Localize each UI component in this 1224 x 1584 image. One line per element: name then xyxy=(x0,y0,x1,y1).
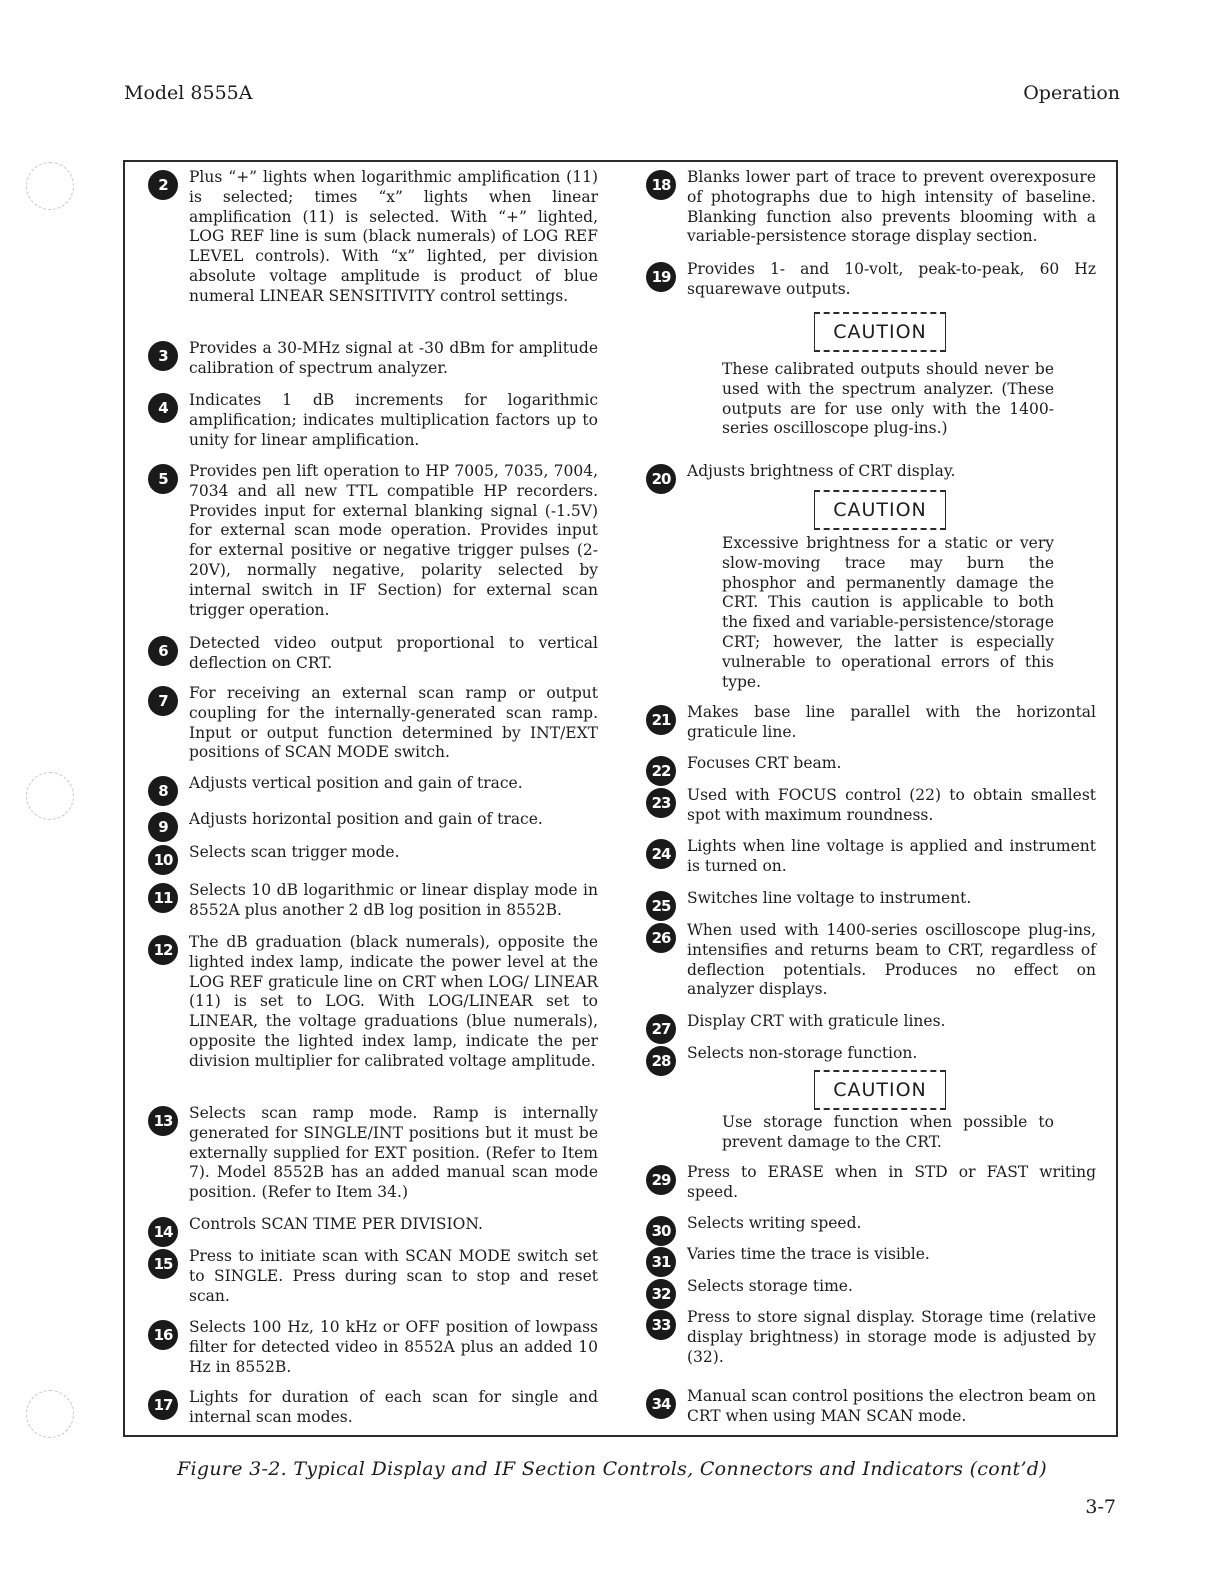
item-text: Provides pen lift operation to HP 7005, 7035, 7004, 7034 and all new TTL compatible HP recorders. Provides input for external blanking signal (-1.5V) for external scan mode operation. Provides input for external positive or negative trigger pulses (2-20V), normally negative, polarity selected by internal switch in IF Section) for external scan trigger operation. xyxy=(189,462,598,619)
caution-text: Use storage function when possible to prevent damage to the CRT. xyxy=(722,1113,1054,1151)
legend-item xyxy=(638,889,1096,915)
legend-item xyxy=(638,1163,1096,1203)
page-number: 3-7 xyxy=(1085,1496,1116,1518)
item-text: When used with 1400-series oscilloscope plug-ins, intensifies and returns beam to CRT, regardless of deflection potentials. Produces no effect on analyzer displays. xyxy=(687,921,1096,999)
item-text: Selects scan trigger mode. xyxy=(189,843,400,861)
punch-hole xyxy=(26,1390,74,1438)
caution-label: CAUTION xyxy=(814,312,946,352)
item-number-badge: 33 xyxy=(646,1310,676,1340)
item-text: Indicates 1 dB increments for logarithmic amplification; indicates multiplication factors up to unity for linear amplification. xyxy=(189,391,598,449)
item-number-badge: 27 xyxy=(646,1014,676,1044)
punch-hole xyxy=(26,162,74,210)
item-text: Provides a 30-MHz signal at -30 dBm for amplitude calibration of spectrum analyzer. xyxy=(189,339,598,377)
caution-text: These calibrated outputs should never be used with the spectrum analyzer. (These outputs are for use only with the 1400-series oscilloscope plug-ins.) xyxy=(722,360,1054,438)
item-text: Blanks lower part of trace to prevent overexposure of photographs due to high intensity of baseline. Blanking function also prevents blooming with a variable-persistence storage display section. xyxy=(687,168,1096,246)
item-text: Plus “+” lights when logarithmic amplification (11) is selected; times “x” lights when linear amplification (11) is selected. With “+” lighted, LOG REF line is sum (black numerals) of LOG REF LEVEL controls). With “x” lighted, per division absolute voltage amplitude is product of blue numeral LINEAR SENSITIVITY control settings. xyxy=(189,168,598,305)
item-number-badge: 6 xyxy=(148,636,178,666)
legend-item xyxy=(140,843,598,869)
item-number-badge: 10 xyxy=(148,845,178,875)
item-text: Selects 100 Hz, 10 kHz or OFF position of lowpass filter for detected video in 8552A plus an added 10 Hz in 8552B. xyxy=(189,1318,598,1376)
legend-item xyxy=(638,837,1096,877)
item-number-badge: 7 xyxy=(148,686,178,716)
legend-item xyxy=(140,1247,598,1306)
legend-item xyxy=(638,786,1096,826)
header-section: Operation xyxy=(1023,82,1120,104)
item-number-badge: 4 xyxy=(148,393,178,423)
item-text: Selects writing speed. xyxy=(687,1214,862,1232)
item-number-badge: 26 xyxy=(646,923,676,953)
legend-item xyxy=(638,1044,1096,1070)
caution-text: Excessive brightness for a static or very slow-moving trace may burn the phosphor and permanently damage the CRT. This caution is applicable to both the fixed and variable-persistence/storage CRT; however, the latter is especially vulnerable to operational errors of this type. xyxy=(722,534,1054,691)
legend-item xyxy=(638,1245,1096,1271)
legend-item xyxy=(638,260,1096,300)
item-text: Detected video output proportional to vertical deflection on CRT. xyxy=(189,634,598,672)
item-number-badge: 19 xyxy=(646,262,676,292)
item-text: Adjusts horizontal position and gain of trace. xyxy=(189,810,543,828)
item-text: Selects non-storage function. xyxy=(687,1044,918,1062)
item-number-badge: 17 xyxy=(148,1390,178,1420)
item-number-badge: 11 xyxy=(148,883,178,913)
item-number-badge: 9 xyxy=(148,812,178,842)
item-text: Display CRT with graticule lines. xyxy=(687,1012,946,1030)
legend-item xyxy=(140,462,598,620)
legend-item xyxy=(140,634,598,674)
legend-item xyxy=(140,774,598,800)
legend-item xyxy=(140,1215,598,1241)
legend-item xyxy=(638,462,1096,488)
legend-item xyxy=(638,754,1096,780)
item-number-badge: 16 xyxy=(148,1320,178,1350)
legend-item xyxy=(140,933,598,1072)
item-number-badge: 20 xyxy=(646,464,676,494)
item-text: For receiving an external scan ramp or output coupling for the internally-generated scan ramp. Input or output function determined by INT/EXT positions of SCAN MODE switch. xyxy=(189,684,598,762)
legend-item xyxy=(638,168,1096,247)
item-text: Controls SCAN TIME PER DIVISION. xyxy=(189,1215,483,1233)
item-text: Selects 10 dB logarithmic or linear display mode in 8552A plus another 2 dB log position in 8552B. xyxy=(189,881,598,919)
punch-hole xyxy=(26,772,74,820)
caution-label: CAUTION xyxy=(814,490,946,530)
item-text: The dB graduation (black numerals), opposite the lighted index lamp, indicate the power level at the LOG REF graticule line on CRT when LOG/ LINEAR (11) is set to LOG. With LOG/LINEAR set to LINEAR, the voltage graduations (blue numerals), opposite the lighted index lamp, indicate the per division multiplier for calibrated voltage amplitude. xyxy=(189,933,598,1070)
item-number-badge: 29 xyxy=(646,1165,676,1195)
caution-label: CAUTION xyxy=(814,1070,946,1110)
item-text: Press to ERASE when in STD or FAST writing speed. xyxy=(687,1163,1096,1201)
figure-caption: Figure 3-2. Typical Display and IF Section Controls, Connectors and Indicators (cont’d) xyxy=(177,1458,1047,1480)
header-model: Model 8555A xyxy=(124,82,253,104)
legend-item xyxy=(140,391,598,450)
legend-item xyxy=(140,684,598,763)
legend-item xyxy=(140,810,598,836)
item-number-badge: 14 xyxy=(148,1217,178,1247)
item-number-badge: 31 xyxy=(646,1247,676,1277)
item-number-badge: 28 xyxy=(646,1046,676,1076)
item-number-badge: 18 xyxy=(646,170,676,200)
item-text: Focuses CRT beam. xyxy=(687,754,842,772)
item-text: Adjusts brightness of CRT display. xyxy=(687,462,956,480)
legend-item xyxy=(140,1388,598,1428)
item-number-badge: 8 xyxy=(148,776,178,806)
item-text: Lights when line voltage is applied and instrument is turned on. xyxy=(687,837,1096,875)
legend-item xyxy=(638,1277,1096,1303)
item-text: Switches line voltage to instrument. xyxy=(687,889,972,907)
item-text: Makes base line parallel with the horizontal graticule line. xyxy=(687,703,1096,741)
item-number-badge: 3 xyxy=(148,341,178,371)
item-number-badge: 32 xyxy=(646,1279,676,1309)
item-text: Used with FOCUS control (22) to obtain smallest spot with maximum roundness. xyxy=(687,786,1096,824)
item-text: Varies time the trace is visible. xyxy=(687,1245,930,1263)
item-text: Selects scan ramp mode. Ramp is internally generated for SINGLE/INT positions but it must be externally supplied for EXT position. (Refer to Item 7). Model 8552B has an added manual scan mode position. (Refer to Item 34.) xyxy=(189,1104,598,1202)
item-text: Press to store signal display. Storage time (relative display brightness) in storage mode is adjusted by (32). xyxy=(687,1308,1096,1366)
legend-item xyxy=(638,1214,1096,1240)
item-number-badge: 23 xyxy=(646,788,676,818)
item-text: Adjusts vertical position and gain of trace. xyxy=(189,774,523,792)
item-number-badge: 30 xyxy=(646,1216,676,1246)
legend-item xyxy=(638,921,1096,1000)
legend-item xyxy=(638,703,1096,743)
legend-item xyxy=(140,881,598,921)
item-number-badge: 12 xyxy=(148,935,178,965)
legend-item xyxy=(140,339,598,379)
legend-item xyxy=(140,1318,598,1377)
item-number-badge: 34 xyxy=(646,1389,676,1419)
legend-item xyxy=(638,1387,1096,1427)
item-number-badge: 24 xyxy=(646,839,676,869)
item-number-badge: 13 xyxy=(148,1106,178,1136)
item-text: Lights for duration of each scan for single and internal scan modes. xyxy=(189,1388,598,1426)
item-number-badge: 15 xyxy=(148,1249,178,1279)
item-number-badge: 21 xyxy=(646,705,676,735)
item-text: Manual scan control positions the electron beam on CRT when using MAN SCAN mode. xyxy=(687,1387,1096,1425)
legend-item xyxy=(140,1104,598,1203)
legend-item xyxy=(638,1308,1096,1367)
item-text: Provides 1- and 10-volt, peak-to-peak, 60 Hz squarewave outputs. xyxy=(687,260,1096,298)
item-number-badge: 2 xyxy=(148,170,178,200)
item-number-badge: 22 xyxy=(646,756,676,786)
legend-item xyxy=(638,1012,1096,1038)
item-number-badge: 25 xyxy=(646,891,676,921)
item-text: Selects storage time. xyxy=(687,1277,853,1295)
legend-item xyxy=(140,168,598,307)
item-number-badge: 5 xyxy=(148,464,178,494)
item-text: Press to initiate scan with SCAN MODE switch set to SINGLE. Press during scan to stop and reset scan. xyxy=(189,1247,598,1305)
